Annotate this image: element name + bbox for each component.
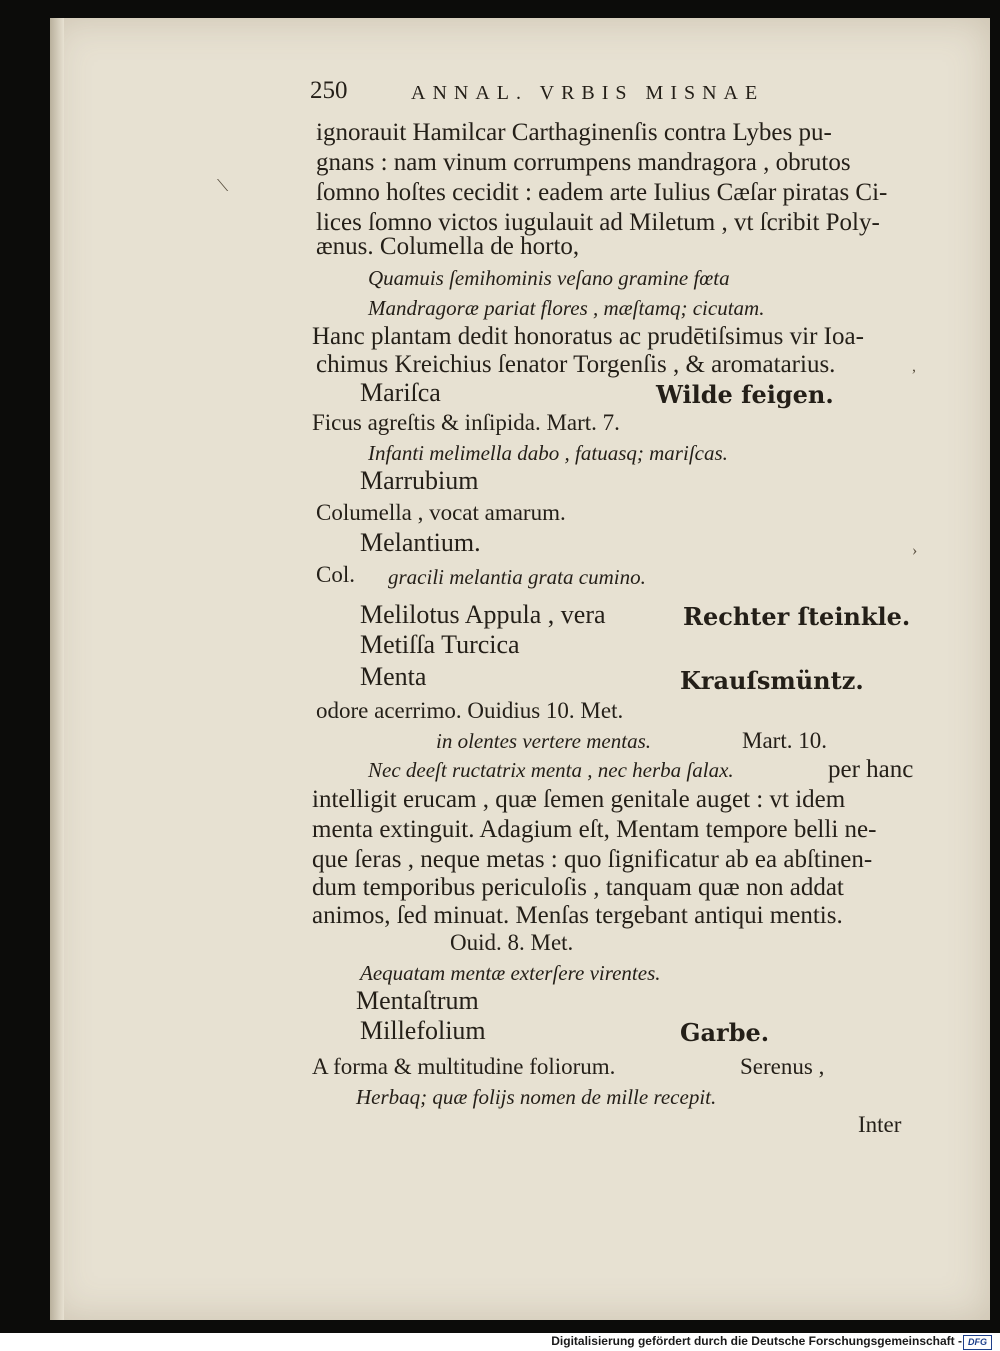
verse-line: in olentes vertere mentas. xyxy=(436,729,651,753)
text-line: Hanc plantam dedit honoratus ac prudētiſsimus vir Ioa- xyxy=(312,323,864,350)
verse-line: Quamuis ſemihominis veſano gramine fœta xyxy=(368,266,730,290)
reference: Mart. 10. xyxy=(742,728,827,753)
entry-name: Millefolium xyxy=(360,1016,486,1045)
entry-name: Metiſſa Turcica xyxy=(360,630,520,659)
verse-line: Nec deeſt ructatrix menta , nec herba ſalax. xyxy=(368,758,734,782)
german-name: Wilde feigen. xyxy=(656,380,834,409)
reference: Ouid. 8. Met. xyxy=(450,930,574,955)
entry-note: A forma & multitudine foliorum. xyxy=(312,1054,616,1079)
text-line: menta extinguit. Adagium eſt, Mentam tempore belli ne- xyxy=(312,816,877,843)
text-line: per hanc xyxy=(828,756,914,783)
entry-name: Melilotus Appula , vera xyxy=(360,600,606,629)
margin-mark: , xyxy=(912,358,916,375)
entry-name: Mariſca xyxy=(360,378,441,407)
text-line: ignorauit Hamilcar Carthaginenſis contra Lybes pu- xyxy=(316,119,832,146)
german-name: Garbe. xyxy=(680,1018,770,1047)
catchword: Inter xyxy=(858,1112,902,1137)
verse-line: Infanti melimella dabo , fatuasq; mariſcas. xyxy=(368,441,728,465)
text-line: animos, ſed minuat. Menſas tergebant antiqui mentis. xyxy=(312,902,843,929)
running-title: ANNAL. VRBIS MISNAE xyxy=(411,82,765,104)
footer-credit: Digitalisierung gefördert durch die Deutsche Forschungsgemeinschaft - xyxy=(551,1334,962,1348)
dfg-logo: DFG xyxy=(963,1335,992,1350)
verse-line: Aequatam mentæ exterſere virentes. xyxy=(360,961,661,985)
verse-line: Herbaq; quæ folijs nomen de mille recepit. xyxy=(356,1085,717,1109)
text-line: lices ſomno victos iugulauit ad Miletum , vt ſcribit Poly- xyxy=(316,209,880,236)
text-line: ſomno hoſtes cecidit : eadem arte Iulius Cæſar piratas Ci- xyxy=(316,179,888,206)
entry-name: Melantium. xyxy=(360,528,481,557)
text-line: gnans : nam vinum corrumpens mandragora , obrutos xyxy=(316,149,851,176)
digitization-footer xyxy=(0,1333,1000,1351)
text-line: ænus. Columella de horto, xyxy=(316,233,580,260)
german-name: Rechter ſteinkle. xyxy=(683,602,911,631)
verse-line: Mandragoræ pariat flores , mæſtamq; cicutam. xyxy=(368,296,765,320)
margin-mark: › xyxy=(912,542,918,559)
entry-note: Columella , vocat amarum. xyxy=(316,500,566,525)
entry-note: odore acerrimo. Ouidius 10. Met. xyxy=(316,698,624,723)
text-line: intelligit erucam , quæ ſemen genitale auget : vt idem xyxy=(312,786,846,813)
page-number: 250 xyxy=(310,77,348,104)
text-line: que ſeras , neque metas : quo ſignificatur ab ea abſtinen- xyxy=(312,846,873,873)
german-name: Krauſsmüntz. xyxy=(680,666,864,695)
reference: Serenus , xyxy=(740,1054,825,1079)
entry-name: Mentaſtrum xyxy=(356,986,479,1015)
entry-name: Marrubium xyxy=(360,466,479,495)
page-gutter-shadow xyxy=(50,18,64,1320)
entry-name: Menta xyxy=(360,662,427,691)
entry-note: Ficus agreſtis & inſipida. Mart. 7. xyxy=(312,410,620,435)
entry-abbr: Col. xyxy=(316,562,355,587)
text-line: chimus Kreichius ſenator Torgenſis , & aromatarius. xyxy=(316,351,836,378)
margin-mark: ⟍ xyxy=(217,178,229,195)
verse-line: gracili melantia grata cumino. xyxy=(388,565,646,589)
text-line: dum temporibus periculoſis , tanquam quæ non addat xyxy=(312,874,844,901)
